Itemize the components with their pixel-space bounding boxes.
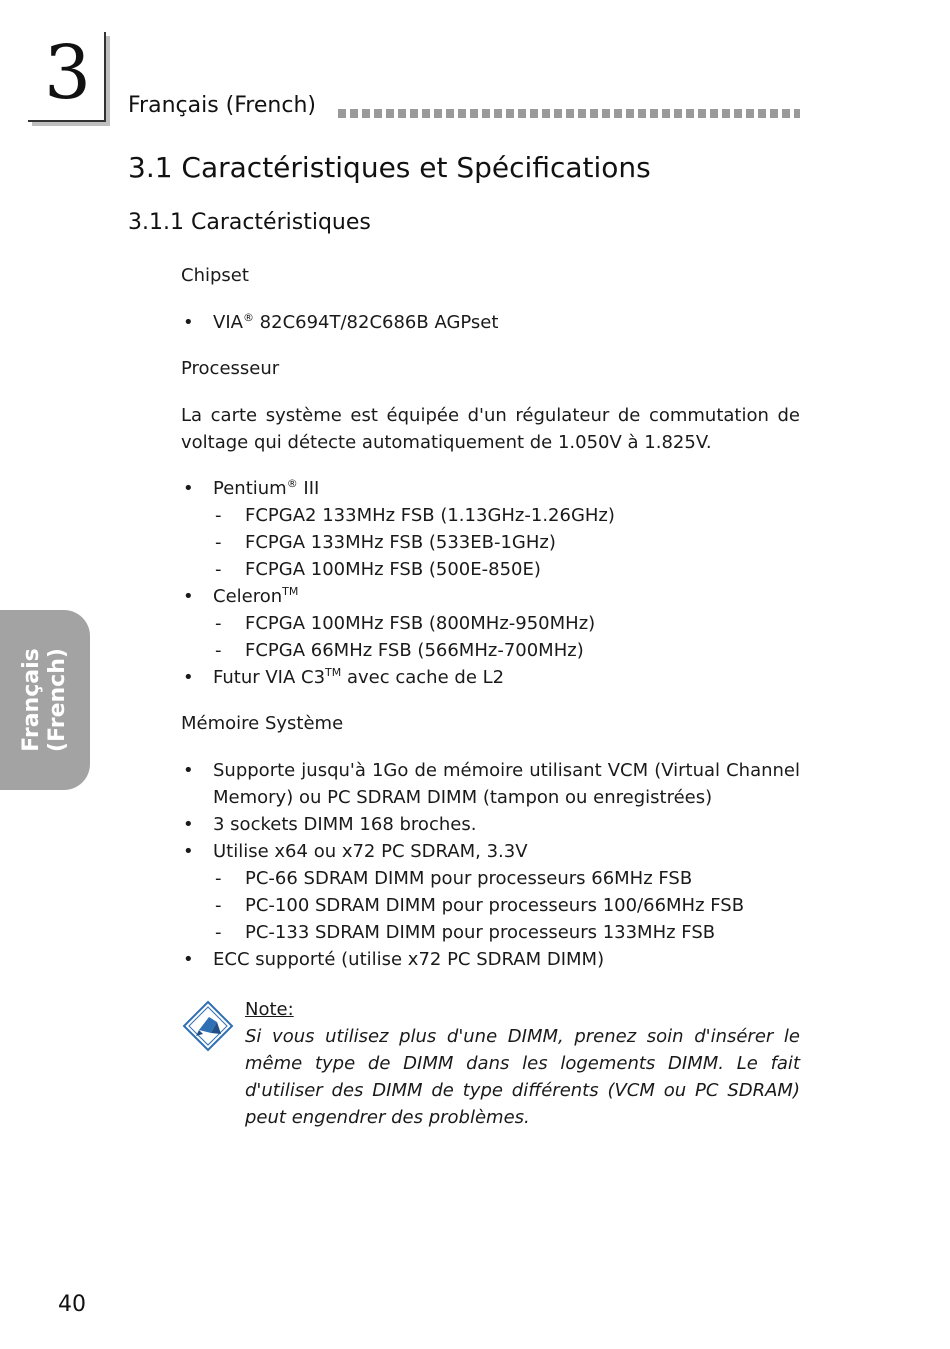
list-item (181, 664, 800, 691)
via-c3-suffix: avec cache de L2 (341, 667, 505, 688)
side-tab-line: Français (19, 648, 44, 752)
celeron-label: Celeron (213, 586, 283, 607)
sub-list-item: - FCPGA 133MHz FSB (533EB-1GHz) (213, 529, 800, 556)
pentium-suffix: III (297, 478, 320, 499)
trademark-mark: TM (282, 585, 299, 598)
chapter-number: 3 (44, 30, 92, 116)
registered-mark: ® (242, 311, 254, 324)
side-tab-label (19, 648, 71, 752)
sub-list-item: - FCPGA2 133MHz FSB (1.13GHz-1.26GHz) (213, 502, 800, 529)
sub-list-item: - PC-133 SDRAM DIMM pour processeurs 133MHz FSB (213, 919, 800, 946)
list-item: • ECC supporté (utilise x72 PC SDRAM DIMM) (181, 946, 800, 973)
processor-heading: Processeur (181, 358, 280, 379)
pentium-label: Pentium (213, 478, 287, 499)
memory-item-text: Utilise x64 ou x72 PC SDRAM, 3.3V (213, 841, 528, 862)
celeron-sublist (213, 610, 800, 664)
section-title: 3.1 Caractéristiques et Spécifications (128, 151, 651, 184)
memory-heading: Mémoire Système (181, 713, 344, 734)
chipset-list (181, 309, 800, 336)
memory-sublist (213, 865, 800, 946)
registered-mark: ® (286, 477, 298, 490)
language-header: Français (French) (128, 93, 316, 118)
dotted-rule (338, 109, 800, 118)
sub-list-item: - FCPGA 100MHz FSB (500E-850E) (213, 556, 800, 583)
list-item: • 3 sockets DIMM 168 broches. (181, 811, 800, 838)
note-pencil-icon (182, 1000, 234, 1052)
list-item (181, 583, 800, 664)
list-item: • Supporte jusqu'à 1Go de mémoire utilisant VCM (Virtual Channel Memory) ou PC SDRAM DIMM (tampon ou enregistrées) (181, 757, 800, 811)
chipset-model: 82C694T/82C686B AGPset (253, 312, 499, 333)
note-block (245, 996, 800, 1131)
list-item (181, 475, 800, 583)
page-number: 40 (58, 1292, 86, 1317)
side-tab-line: (French) (45, 648, 70, 752)
trademark-mark: TM (325, 666, 342, 679)
list-item (181, 309, 800, 336)
sub-list-item: - PC-66 SDRAM DIMM pour processeurs 66MHz FSB (213, 865, 800, 892)
list-item (181, 838, 800, 946)
sub-list-item: - FCPGA 66MHz FSB (566MHz-700MHz) (213, 637, 800, 664)
subsection-title: 3.1.1 Caractéristiques (128, 210, 371, 235)
main-content (181, 262, 800, 973)
chipset-brand: VIA (213, 312, 243, 333)
processor-list (181, 475, 800, 691)
note-title: Note: (245, 999, 294, 1020)
memory-list (181, 757, 800, 973)
chipset-heading: Chipset (181, 265, 249, 286)
sub-list-item: - PC-100 SDRAM DIMM pour processeurs 100/66MHz FSB (213, 892, 800, 919)
sub-list-item: - FCPGA 100MHz FSB (800MHz-950MHz) (213, 610, 800, 637)
note-body: Si vous utilisez plus d'une DIMM, prenez soin d'insérer le même type de DIMM dans les logements DIMM. Le fait d'utiliser des DIMM de type différents (VCM ou PC SDRAM) peut engendrer des problèmes. (245, 1026, 800, 1128)
processor-paragraph: La carte système est équipée d'un régulateur de commutation de voltage qui détecte automatiquement de 1.050V à 1.825V. (181, 405, 800, 453)
via-c3-label: Futur VIA C3 (213, 667, 326, 688)
pentium-sublist (213, 502, 800, 583)
